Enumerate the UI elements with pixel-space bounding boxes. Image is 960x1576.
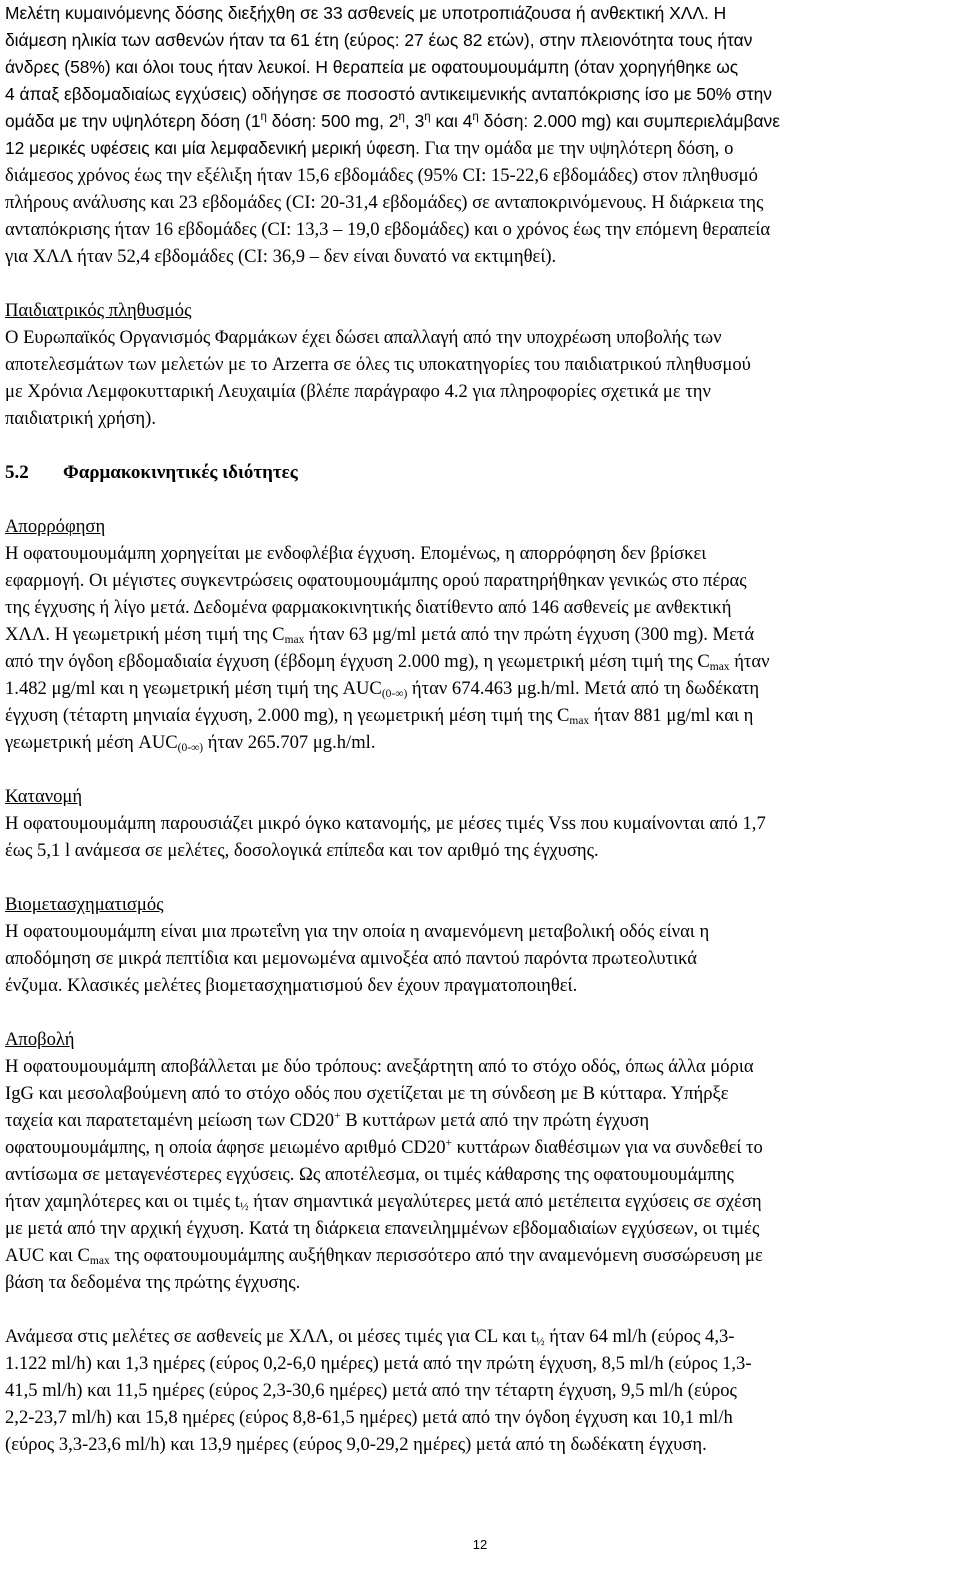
absorption-section xyxy=(5,513,955,756)
elimination-section xyxy=(5,1026,955,1296)
text-line: Η οφατουμουμάμπη αποβάλλεται με δύο τρόπους: ανεξάρτητη από το στόχο οδός, όπως άλλα μόρια xyxy=(5,1056,754,1077)
text-line: ένζυμα. Κλασικές μελέτες βιομετασχηματισμού δεν έχουν πραγματοποιηθεί. xyxy=(5,975,578,996)
text-line: ομάδα με την υψηλότερη δόση ($1^\eta$ δόση: 500 mg, $2^\eta$, $3^\eta$ και $4^\eta$ δόση: 2.000 mg) και συμπεριελάμβανε xyxy=(5,111,780,131)
text-line: για ΧΛΛ ήταν 52,4 εβδομάδες (CI: 36,9 – δεν είναι δυνατό να εκτιμηθεί). xyxy=(5,246,557,267)
text-line: Μελέτη κυμαινόμενης δόσης διεξήχθη σε 33 ασθενείς με υποτροπιάζουσα ή ανθεκτική ΧΛΛ. Η xyxy=(5,3,727,23)
text-line: παιδιατρική χρήση). xyxy=(5,408,156,429)
text-line: 2,2-23,7 ml/h) και 15,8 ημέρες (εύρος 8,8-61,5 ημέρες) μετά από την όγδοη έγχυση και 10,1 ml/h xyxy=(5,1407,733,1428)
text-line: Η οφατουμουμάμπη παρουσιάζει μικρό όγκο κατανομής, με μέσες τιμές Vss που κυμαίνονται από 1,7 xyxy=(5,813,766,834)
text-line: ταχεία και παρατεταμένη μείωση των CD20+ Β κυττάρων μετά από την πρώτη έγχυση xyxy=(5,1110,650,1131)
text-line: Ανάμεσα στις μελέτες σε ασθενείς με ΧΛΛ, οι μέσες τιμές για CL και $t_{\frac{1}{2}}$ ήταν 64 ml/h (εύρος 4,3- xyxy=(5,1326,735,1348)
paediatric-heading: Παιδιατρικός πληθυσμός xyxy=(5,300,192,321)
text-line: διάμεσος χρόνος έως την εξέλιξη ήταν 15,6 εβδομάδες (95% CI: 15-22,6 εβδομάδες) στον πληθυσμό xyxy=(5,165,758,186)
text-line: βάση τα δεδομένα της πρώτης έγχυσης. xyxy=(5,1272,301,1293)
page-number: 12 xyxy=(472,1537,488,1552)
text-line: 12 μερικές υφέσεις και μία λεμφαδενική μερική ύφεση. Για την ομάδα με την υψηλότερη δόση, ο xyxy=(5,138,734,159)
biotransformation-section xyxy=(5,891,955,999)
text-line: 41,5 ml/h) και 11,5 ημέρες (εύρος 2,3-30,6 ημέρες) μετά από την τέταρτη έγχυση, 9,5 ml/h (εύρος xyxy=(5,1380,737,1401)
text-line: άνδρες (58%) και όλοι τους ήταν λευκοί. Η θεραπεία με οφατουμουμάμπη (όταν χορηγήθηκε ως xyxy=(5,57,739,77)
text-line: 1.482 μg/ml και η γεωμετρική μέση τιμή της $AUC_{(0-\infty)}$ ήταν 674.463 μg.h/ml. Μετά από τη δωδέκατη xyxy=(5,678,760,700)
text-line: αντίσωμα σε μεταγενέστερες εγχύσεις. Ως αποτέλεσμα, οι τιμές κάθαρσης της οφατουμουμάμπης xyxy=(5,1164,734,1185)
text-line: διάμεση ηλικία των ασθενών ήταν τα 61 έτη (εύρος: 27 έως 82 ετών), στην πλειονότητα τους ήταν xyxy=(5,30,753,50)
text-line: 1.122 ml/h) και 1,3 ημέρες (εύρος 0,2-6,0 ημέρες) μετά από την πρώτη έγχυση, 8,5 ml/h (εύρος 1,3- xyxy=(5,1353,752,1374)
document-page xyxy=(5,0,955,1458)
text-line: έγχυση (τέταρτη μηνιαία έγχυση, 2.000 mg), η γεωμετρική μέση τιμή της $C_{max}$ ήταν 881 μg/ml και η xyxy=(5,705,754,727)
text-line: της έγχυσης ή λίγο μετά. Δεδομένα φαρμακοκινητικής διατίθεντο από 146 ασθενείς με ανθεκτική xyxy=(5,597,732,618)
text-line: από την όγδοη εβδομαδιαία έγχυση (έβδομη έγχυση 2.000 mg), η γεωμετρική μέση τιμή της $C_{max}$ ήταν xyxy=(5,651,770,673)
text-line: πλήρους ανάλυσης και 23 εβδομάδες (CI: 20-31,4 εβδομάδες) σε ανταποκρινόμενους. Η διάρκεια της xyxy=(5,192,764,213)
text-line: οφατουμουμάμπης, η οποία άφησε μειωμένο αριθμό CD20+ κυττάρων διαθέσιμων για να συνδεθεί το xyxy=(5,1137,763,1158)
text-line: Η οφατουμουμάμπη είναι μια πρωτεΐνη για την οποία η αναμενόμενη μεταβολική οδός είναι η xyxy=(5,921,710,942)
text-line: αποτελεσμάτων των μελετών με το Arzerra σε όλες τις υποκατηγορίες του παιδιατρικού πληθυσμού xyxy=(5,354,751,375)
text-line: εφαρμογή. Οι μέγιστες συγκεντρώσεις οφατουμουμάμπης ορού παρατηρήθηκαν γενικώς στο πέρας xyxy=(5,570,747,591)
text-line: ήταν χαμηλότερες και οι τιμές $t_{\frac{1}{2}}$ ήταν σημαντικά μεγαλύτερες μετά από μετέπειτα εγχύσεις σε σχέση xyxy=(5,1191,762,1213)
absorption-heading: Απορρόφηση xyxy=(5,516,106,537)
distribution-section xyxy=(5,783,955,864)
text-line: Η οφατουμουμάμπη χορηγείται με ενδοφλέβια έγχυση. Επομένως, η απορρόφηση δεν βρίσκει xyxy=(5,543,707,564)
cll-pk-paragraph xyxy=(5,1323,955,1458)
paediatric-section xyxy=(5,297,955,432)
text-line: AUC και $C_{max}$ της οφατουμουμάμπης αυξήθηκαν περισσότερο από την αναμενόμενη συσσώρευση με xyxy=(5,1245,763,1267)
distribution-heading: Κατανομή xyxy=(5,786,83,807)
text-line: (εύρος 3,3-23,6 ml/h) και 13,9 ημέρες (εύρος 9,0-29,2 ημέρες) μετά από τη δωδέκατη έγχυση. xyxy=(5,1434,707,1455)
text-line: γεωμετρική μέση $AUC_{(0-\infty)}$ ήταν 265.707 μg.h/ml. xyxy=(5,732,376,754)
text-line: αποδόμηση σε μικρά πεπτίδια και μεμονωμένα αμινοξέα από παντού παρόντα πρωτεολυτικά xyxy=(5,948,698,969)
text-line: Ο Ευρωπαϊκός Οργανισμός Φαρμάκων έχει δώσει απαλλαγή από την υποχρέωση υποβολής των xyxy=(5,327,722,348)
text-line: με μετά από την αρχική έγχυση. Κατά τη διάρκεια επανειλημμένων εβδομαδιαίων εγχύσεων, οι τιμές xyxy=(5,1218,760,1239)
text-line: έως 5,1 l ανάμεσα σε μελέτες, δοσολογικά επίπεδα και τον αριθμό της έγχυσης. xyxy=(5,840,599,861)
section-number: 5.2 xyxy=(5,462,29,483)
dose-ranging-paragraph xyxy=(5,0,955,270)
biotransformation-heading: Βιομετασχηματισμός xyxy=(5,894,164,915)
section-heading xyxy=(5,459,955,486)
text-line: IgG και μεσολαβούμενη από το στόχο οδός που σχετίζεται με τη σύνδεση με Β κύτταρα. Υπήρξε xyxy=(5,1083,729,1104)
text-line: με Χρόνια Λεμφοκυτταρική Λευχαιμία (βλέπε παράγραφο 4.2 για πληροφορίες σχετικά με την xyxy=(5,381,711,402)
text-line: 4 άπαξ εβδομαδιαίως εγχύσεις) οδήγησε σε ποσοστό αντικειμενικής ανταπόκρισης ίσο με 50% στην xyxy=(5,84,773,104)
elimination-heading: Αποβολή xyxy=(5,1029,75,1050)
text-line: ΧΛΛ. Η γεωμετρική μέση τιμή της $C_{max}$ ήταν 63 μg/ml μετά από την πρώτη έγχυση (300 mg). Μετά xyxy=(5,624,755,646)
section-title: Φαρμακοκινητικές ιδιότητες xyxy=(63,462,298,483)
text-line: ανταπόκρισης ήταν 16 εβδομάδες (CI: 13,3 – 19,0 εβδομάδες) και ο χρόνος έως την επόμενη θεραπεία xyxy=(5,219,771,240)
